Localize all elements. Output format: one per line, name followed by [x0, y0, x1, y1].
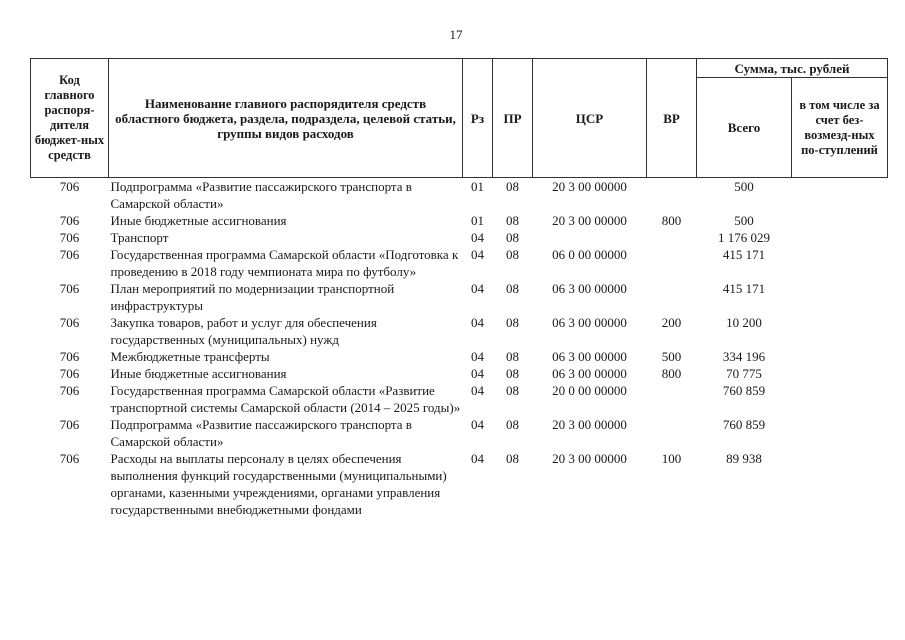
cell-vr	[647, 246, 697, 280]
cell-pr: 08	[506, 451, 519, 466]
cell-free	[792, 314, 888, 348]
cell-free	[792, 246, 888, 280]
table-row	[31, 382, 888, 416]
cell-total: 500	[734, 179, 754, 194]
cell-name: План мероприятий по модернизации транспортной инфраструктуры	[110, 281, 395, 313]
header-name: Наименование главного распорядителя средств областного бюджета, раздела, подраздела, целевой статьи, группы видов расходов	[109, 59, 463, 178]
cell-rz: 01	[471, 179, 484, 194]
cell-pr: 08	[506, 349, 519, 364]
cell-vr	[647, 229, 697, 246]
cell-rz: 04	[471, 451, 484, 466]
cell-free	[792, 382, 888, 416]
cell-total: 500	[734, 213, 754, 228]
header-total: Всего	[697, 78, 792, 178]
table-row	[31, 450, 888, 518]
cell-name: Подпрограмма «Развитие пассажирского транспорта в Самарской области»	[110, 417, 412, 449]
cell-rz: 04	[471, 383, 484, 398]
table-row	[31, 212, 888, 229]
table-row	[31, 416, 888, 450]
cell-vr: 500	[661, 349, 682, 364]
table-row	[31, 348, 888, 365]
cell-name: Государственная программа Самарской области «Подготовка к проведению в 2018 году чемпионата мира по футболу»	[110, 247, 459, 279]
cell-free	[792, 212, 888, 229]
cell-code: 706	[59, 349, 80, 364]
cell-code: 706	[59, 417, 80, 432]
table-row	[31, 246, 888, 280]
table-row	[31, 229, 888, 246]
cell-code: 706	[59, 179, 80, 194]
cell-free	[792, 365, 888, 382]
cell-total: 10 200	[726, 315, 762, 330]
cell-name: Закупка товаров, работ и услуг для обеспечения государственных (муниципальных) нужд	[110, 315, 377, 347]
cell-csr: 06 3 00 00000	[552, 281, 627, 296]
cell-pr: 08	[506, 281, 519, 296]
cell-total: 760 859	[722, 383, 766, 398]
cell-code: 706	[59, 366, 80, 381]
cell-pr: 08	[506, 383, 519, 398]
cell-code: 706	[59, 383, 80, 398]
cell-name: Транспорт	[110, 230, 169, 245]
header-free: в том числе за счет без-возмезд-ных по-ступлений	[792, 78, 888, 178]
cell-csr: 06 3 00 00000	[552, 315, 627, 330]
cell-total: 70 775	[726, 366, 762, 381]
cell-rz: 04	[471, 366, 484, 381]
cell-csr	[533, 229, 647, 246]
table-row	[31, 280, 888, 314]
cell-csr: 06 0 00 00000	[552, 247, 627, 262]
cell-rz: 04	[471, 247, 484, 262]
cell-name: Государственная программа Самарской области «Развитие транспортной системы Самарской области (2014 – 2025 годы)»	[110, 383, 461, 415]
cell-csr: 06 3 00 00000	[552, 366, 627, 381]
cell-rz: 04	[471, 230, 484, 245]
cell-name: Иные бюджетные ассигнования	[110, 366, 287, 381]
budget-table	[30, 58, 888, 518]
header-code: Код главного распоря-дителя бюджет-ных средств	[31, 59, 109, 178]
cell-code: 706	[59, 230, 80, 245]
header-vr: ВР	[647, 59, 697, 178]
table-row	[31, 178, 888, 213]
cell-csr: 20 3 00 00000	[552, 213, 627, 228]
cell-csr: 06 3 00 00000	[552, 349, 627, 364]
table-body	[31, 178, 888, 519]
header-pr: ПР	[493, 59, 533, 178]
cell-pr: 08	[506, 417, 519, 432]
cell-pr: 08	[506, 315, 519, 330]
page-number: 17	[449, 27, 463, 42]
cell-code: 706	[59, 213, 80, 228]
cell-csr: 20 3 00 00000	[552, 417, 627, 432]
cell-total: 415 171	[722, 247, 766, 262]
cell-csr: 20 3 00 00000	[552, 179, 627, 194]
cell-pr: 08	[506, 213, 519, 228]
cell-free	[792, 348, 888, 365]
cell-vr	[647, 416, 697, 450]
cell-csr: 20 3 00 00000	[552, 451, 627, 466]
cell-free	[792, 229, 888, 246]
cell-code: 706	[59, 315, 80, 330]
cell-name: Расходы на выплаты персоналу в целях обеспечения выполнения функций государственными (муниципальными) органами, казенными учреждениями, органами управления государственными внебюджетными фондами	[110, 451, 447, 517]
cell-code: 706	[59, 281, 80, 296]
cell-vr: 100	[661, 451, 682, 466]
table-header	[31, 59, 888, 178]
cell-csr: 20 0 00 00000	[552, 383, 627, 398]
cell-rz: 04	[471, 349, 484, 364]
cell-code: 706	[59, 451, 80, 466]
header-sum: Сумма, тыс. рублей	[697, 59, 888, 78]
cell-vr: 800	[661, 366, 682, 381]
cell-vr	[647, 382, 697, 416]
table-row	[31, 314, 888, 348]
cell-rz: 04	[471, 417, 484, 432]
cell-rz: 01	[471, 213, 484, 228]
cell-total: 1 176 029	[718, 230, 770, 245]
cell-name: Межбюджетные трансферты	[110, 349, 270, 364]
cell-total: 415 171	[722, 281, 766, 296]
header-csr: ЦСР	[533, 59, 647, 178]
cell-rz: 04	[471, 281, 484, 296]
cell-vr	[647, 280, 697, 314]
header-rz: Рз	[463, 59, 493, 178]
table-row	[31, 365, 888, 382]
cell-vr: 200	[661, 315, 682, 330]
cell-pr: 08	[506, 179, 519, 194]
cell-free	[792, 178, 888, 213]
cell-free	[792, 280, 888, 314]
cell-rz: 04	[471, 315, 484, 330]
cell-total: 89 938	[726, 451, 762, 466]
cell-name: Иные бюджетные ассигнования	[110, 213, 287, 228]
cell-free	[792, 416, 888, 450]
cell-pr: 08	[506, 230, 519, 245]
cell-total: 334 196	[722, 349, 766, 364]
cell-vr	[647, 178, 697, 213]
cell-vr: 800	[661, 213, 682, 228]
cell-code: 706	[59, 247, 80, 262]
cell-free	[792, 450, 888, 518]
cell-pr: 08	[506, 247, 519, 262]
cell-name: Подпрограмма «Развитие пассажирского транспорта в Самарской области»	[110, 179, 412, 211]
cell-total: 760 859	[722, 417, 766, 432]
cell-pr: 08	[506, 366, 519, 381]
